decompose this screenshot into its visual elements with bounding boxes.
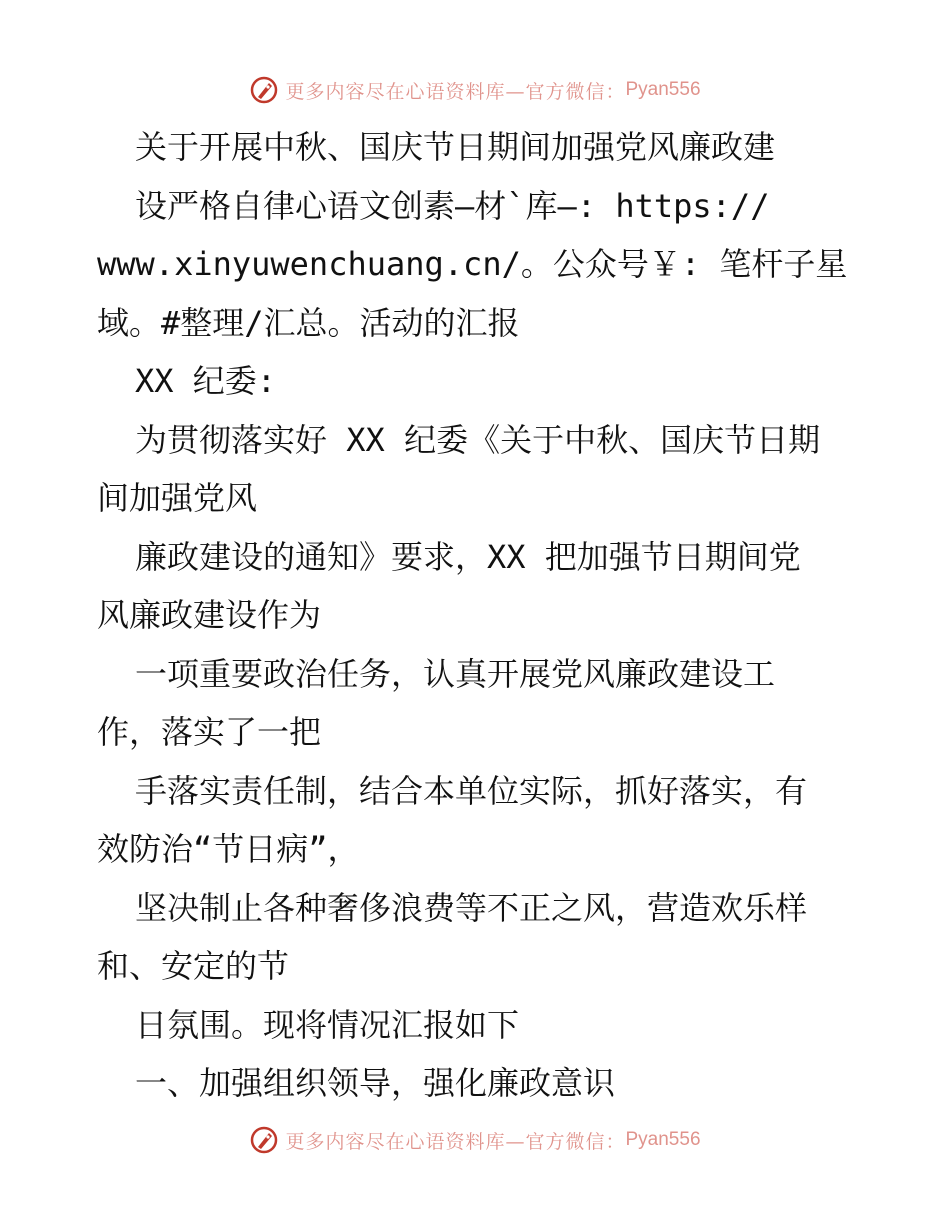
document-body: [97, 118, 857, 1113]
document-line: 一、加强组织领导，强化廉政意识: [135, 1064, 616, 1102]
document-line: XX 纪委:: [135, 362, 277, 400]
document-line: 和、安定的节: [97, 947, 290, 985]
document-line: 间加强党风: [97, 479, 258, 517]
pen-nib-logo-icon: [249, 1125, 279, 1155]
document-line: 一项重要政治任务，认真开展党风廉政建设工: [135, 654, 776, 693]
document-line: 风廉政建设作为: [97, 596, 322, 634]
banner-text: 更多内容尽在心语资料库—官方微信：: [285, 1130, 626, 1153]
document-line: 设严格自律心语文创素—材`库—: https://: [135, 186, 770, 225]
banner-wechat-id: Pyan556: [625, 1129, 701, 1150]
document-line: 关于开展中秋、国庆节日期间加强党风廉政建: [135, 128, 776, 166]
document-line: www.xinyuwenchuang.cn/。公众号￥: 笔杆子星: [97, 245, 848, 283]
banner-wechat-id: Pyan556: [625, 79, 701, 100]
document-line: 手落实责任制，结合本单位实际，抓好落实，有: [135, 771, 808, 810]
document-line: 为贯彻落实好 XX 纪委《关于中秋、国庆节日期: [135, 420, 821, 459]
document-line: 效防治“节日病”，: [97, 830, 360, 868]
document-line: 作，落实了一把: [97, 713, 322, 751]
footer-banner: [0, 1120, 950, 1160]
banner-text: 更多内容尽在心语资料库—官方微信：: [285, 80, 626, 103]
document-line: 域。#整理/汇总。活动的汇报: [97, 303, 520, 342]
header-banner: [0, 70, 950, 110]
document-line: 廉政建设的通知》要求，XX 把加强节日期间党: [135, 537, 801, 576]
document-line: 日氛围。现将情况汇报如下: [135, 1005, 520, 1044]
pen-nib-logo-icon: [249, 75, 279, 105]
document-line: 坚决制止各种奢侈浪费等不正之风，营造欢乐样: [135, 888, 808, 927]
